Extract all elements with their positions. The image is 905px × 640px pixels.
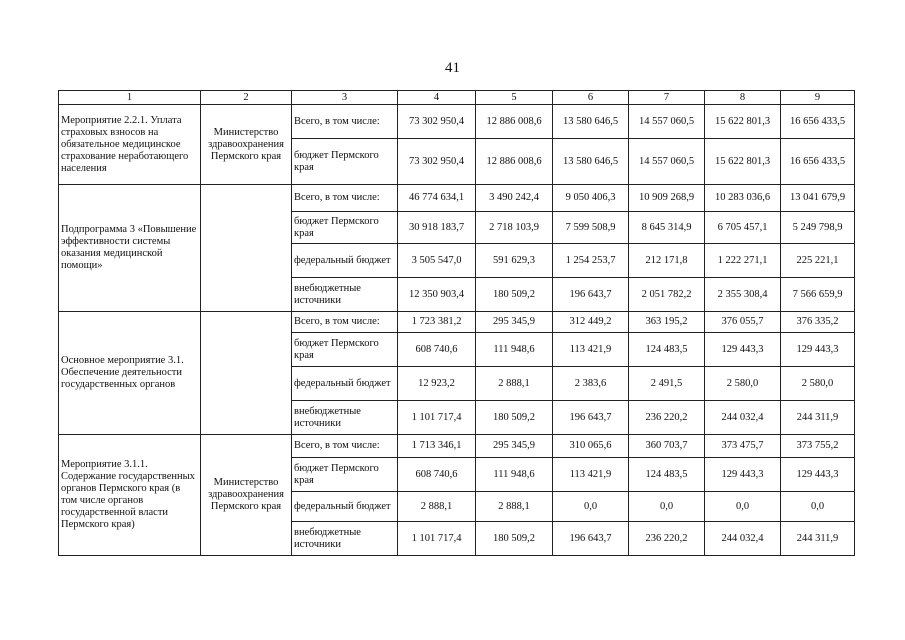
- activity-title-cell: Мероприятие 2.2.1. Уплата страховых взносов на обязательное медицинское страхование неработающего населения: [59, 105, 201, 185]
- funding-source-cell: федеральный бюджет: [292, 367, 398, 401]
- amount-cell: 1 723 381,2: [398, 312, 476, 333]
- table-row: [59, 105, 855, 139]
- amount-cell: 363 195,2: [629, 312, 705, 333]
- amount-cell: 9 050 406,3: [553, 185, 629, 212]
- budget-table: [58, 90, 855, 556]
- amount-cell: 111 948,6: [476, 458, 553, 492]
- amount-cell: 2 580,0: [781, 367, 855, 401]
- amount-cell: 608 740,6: [398, 333, 476, 367]
- header-row: [59, 91, 855, 105]
- amount-cell: 360 703,7: [629, 435, 705, 458]
- amount-cell: 2 491,5: [629, 367, 705, 401]
- amount-cell: 46 774 634,1: [398, 185, 476, 212]
- amount-cell: 10 909 268,9: [629, 185, 705, 212]
- amount-cell: 225 221,1: [781, 244, 855, 278]
- amount-cell: 180 509,2: [476, 278, 553, 312]
- amount-cell: 2 355 308,4: [705, 278, 781, 312]
- amount-cell: 212 171,8: [629, 244, 705, 278]
- amount-cell: 373 475,7: [705, 435, 781, 458]
- amount-cell: 0,0: [629, 492, 705, 522]
- amount-cell: 2 888,1: [476, 367, 553, 401]
- executor-cell: [201, 312, 292, 435]
- page-number: 41: [445, 60, 460, 76]
- funding-source-cell: бюджет Пермского края: [292, 212, 398, 244]
- amount-cell: 0,0: [553, 492, 629, 522]
- amount-cell: 13 041 679,9: [781, 185, 855, 212]
- amount-cell: 3 490 242,4: [476, 185, 553, 212]
- table-row: [59, 185, 855, 212]
- activity-title-cell: Подпрограмма 3 «Повышение эффективности системы оказания медицинской помощи»: [59, 185, 201, 312]
- amount-cell: 13 580 646,5: [553, 139, 629, 185]
- amount-cell: 244 032,4: [705, 522, 781, 556]
- amount-cell: 2 051 782,2: [629, 278, 705, 312]
- amount-cell: 180 509,2: [476, 401, 553, 435]
- amount-cell: 7 566 659,9: [781, 278, 855, 312]
- funding-source-cell: бюджет Пермского края: [292, 333, 398, 367]
- amount-cell: 12 350 903,4: [398, 278, 476, 312]
- amount-cell: 129 443,3: [705, 458, 781, 492]
- amount-cell: 16 656 433,5: [781, 139, 855, 185]
- amount-cell: 295 345,9: [476, 435, 553, 458]
- funding-source-cell: Всего, в том числе:: [292, 185, 398, 212]
- amount-cell: 124 483,5: [629, 458, 705, 492]
- amount-cell: 2 383,6: [553, 367, 629, 401]
- table-row: [59, 312, 855, 333]
- amount-cell: 310 065,6: [553, 435, 629, 458]
- amount-cell: 14 557 060,5: [629, 105, 705, 139]
- amount-cell: 1 101 717,4: [398, 522, 476, 556]
- amount-cell: 113 421,9: [553, 333, 629, 367]
- amount-cell: 2 580,0: [705, 367, 781, 401]
- amount-cell: 376 055,7: [705, 312, 781, 333]
- amount-cell: 16 656 433,5: [781, 105, 855, 139]
- funding-source-cell: бюджет Пермского края: [292, 458, 398, 492]
- column-header: 3: [292, 91, 398, 105]
- column-header: 9: [781, 91, 855, 105]
- amount-cell: 10 283 036,6: [705, 185, 781, 212]
- amount-cell: 15 622 801,3: [705, 105, 781, 139]
- amount-cell: 5 249 798,9: [781, 212, 855, 244]
- funding-source-cell: федеральный бюджет: [292, 492, 398, 522]
- amount-cell: 1 222 271,1: [705, 244, 781, 278]
- amount-cell: 13 580 646,5: [553, 105, 629, 139]
- funding-source-cell: внебюджетные источники: [292, 278, 398, 312]
- amount-cell: 12 923,2: [398, 367, 476, 401]
- amount-cell: 196 643,7: [553, 278, 629, 312]
- amount-cell: 3 505 547,0: [398, 244, 476, 278]
- executor-cell: Министерство здравоохранения Пермского края: [201, 105, 292, 185]
- amount-cell: 376 335,2: [781, 312, 855, 333]
- funding-source-cell: федеральный бюджет: [292, 244, 398, 278]
- amount-cell: 0,0: [781, 492, 855, 522]
- amount-cell: 6 705 457,1: [705, 212, 781, 244]
- column-header: 5: [476, 91, 553, 105]
- amount-cell: 15 622 801,3: [705, 139, 781, 185]
- table-body: [59, 91, 855, 556]
- amount-cell: 129 443,3: [781, 333, 855, 367]
- column-header: 2: [201, 91, 292, 105]
- funding-source-cell: Всего, в том числе:: [292, 105, 398, 139]
- amount-cell: 236 220,2: [629, 522, 705, 556]
- amount-cell: 2 888,1: [398, 492, 476, 522]
- amount-cell: 0,0: [705, 492, 781, 522]
- amount-cell: 373 755,2: [781, 435, 855, 458]
- funding-source-cell: Всего, в том числе:: [292, 435, 398, 458]
- amount-cell: 244 311,9: [781, 401, 855, 435]
- amount-cell: 1 254 253,7: [553, 244, 629, 278]
- table-row: [59, 435, 855, 458]
- amount-cell: 12 886 008,6: [476, 139, 553, 185]
- amount-cell: 196 643,7: [553, 522, 629, 556]
- amount-cell: 7 599 508,9: [553, 212, 629, 244]
- amount-cell: 129 443,3: [781, 458, 855, 492]
- column-header: 6: [553, 91, 629, 105]
- funding-source-cell: Всего, в том числе:: [292, 312, 398, 333]
- executor-cell: [201, 185, 292, 312]
- column-header: 8: [705, 91, 781, 105]
- amount-cell: 591 629,3: [476, 244, 553, 278]
- activity-title-cell: Мероприятие 3.1.1. Содержание государственных органов Пермского края (в том числе органов государственной власти Пермского края): [59, 435, 201, 556]
- column-header: 7: [629, 91, 705, 105]
- amount-cell: 244 311,9: [781, 522, 855, 556]
- amount-cell: 180 509,2: [476, 522, 553, 556]
- funding-source-cell: бюджет Пермского края: [292, 139, 398, 185]
- executor-cell: Министерство здравоохранения Пермского края: [201, 435, 292, 556]
- amount-cell: 73 302 950,4: [398, 105, 476, 139]
- amount-cell: 8 645 314,9: [629, 212, 705, 244]
- amount-cell: 1 101 717,4: [398, 401, 476, 435]
- amount-cell: 244 032,4: [705, 401, 781, 435]
- amount-cell: 113 421,9: [553, 458, 629, 492]
- amount-cell: 608 740,6: [398, 458, 476, 492]
- funding-source-cell: внебюджетные источники: [292, 401, 398, 435]
- amount-cell: 196 643,7: [553, 401, 629, 435]
- funding-source-cell: внебюджетные источники: [292, 522, 398, 556]
- amount-cell: 2 718 103,9: [476, 212, 553, 244]
- column-header: 4: [398, 91, 476, 105]
- amount-cell: 2 888,1: [476, 492, 553, 522]
- amount-cell: 312 449,2: [553, 312, 629, 333]
- column-header: 1: [59, 91, 201, 105]
- amount-cell: 73 302 950,4: [398, 139, 476, 185]
- amount-cell: 1 713 346,1: [398, 435, 476, 458]
- amount-cell: 14 557 060,5: [629, 139, 705, 185]
- amount-cell: 30 918 183,7: [398, 212, 476, 244]
- amount-cell: 129 443,3: [705, 333, 781, 367]
- amount-cell: 111 948,6: [476, 333, 553, 367]
- amount-cell: 236 220,2: [629, 401, 705, 435]
- amount-cell: 124 483,5: [629, 333, 705, 367]
- amount-cell: 12 886 008,6: [476, 105, 553, 139]
- amount-cell: 295 345,9: [476, 312, 553, 333]
- activity-title-cell: Основное мероприятие 3.1. Обеспечение деятельности государственных органов: [59, 312, 201, 435]
